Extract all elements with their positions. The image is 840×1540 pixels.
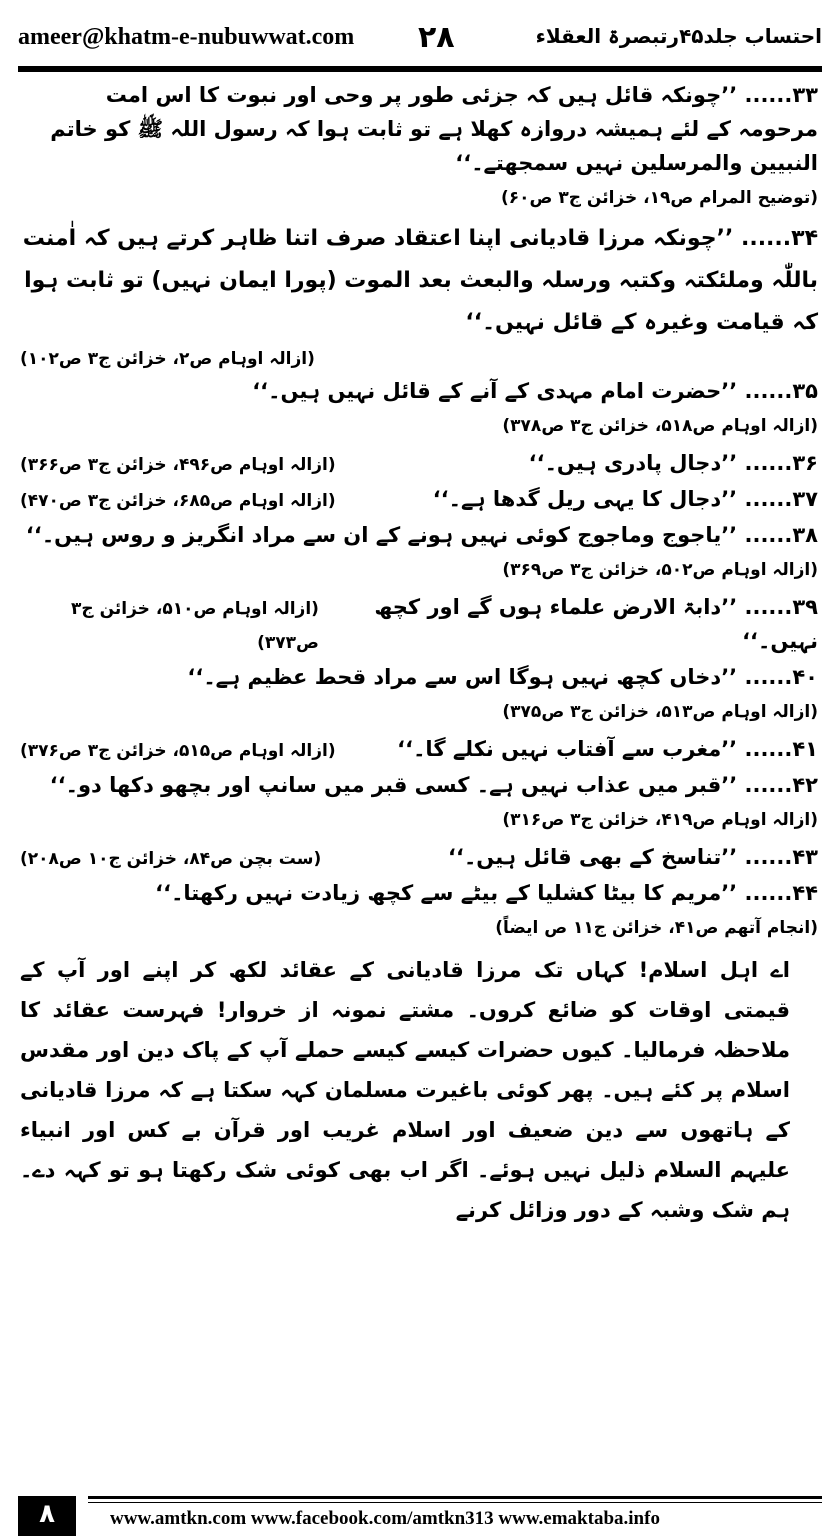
item-number: ۳۷...... (744, 487, 818, 511)
item-quote: ’’چونکہ قائل ہیں کہ جزئی طور پر وحی اور نبوت کا اس امت مرحومہ کے لئے ہمیشہ دروازہ کھلا ہے تو ثابت ہوا کہ رسول اللہ ﷺ کو خاتم النبیین والمرسلین نہیں سمجھتے۔‘‘ (50, 83, 818, 175)
list-item (20, 590, 818, 660)
item-quote: ’’مغرب سے آفتاب نہیں نکلے گا۔‘‘ (397, 737, 738, 761)
list-item (20, 768, 818, 836)
list-item (20, 218, 818, 374)
page-footer (18, 1496, 822, 1529)
list-item (20, 732, 818, 768)
item-quote: ’’یاجوج وماجوج کوئی نہیں ہونے کے ان سے مراد انگریز و روس ہیں۔‘‘ (25, 523, 738, 547)
list-item (20, 660, 818, 728)
item-reference: (ازالہ اوہام ص۴۹۶، خزائن ج۳ ص۳۶۶) (20, 455, 336, 475)
item-number: ۴۴...... (744, 881, 818, 905)
item-reference: (ازالہ اوہام ص۵۱۰، خزائن ج۳ ص۳۷۳) (71, 599, 319, 653)
item-number: ۳۹...... (744, 595, 818, 619)
item-number: ۳۵...... (744, 379, 818, 403)
item-number: ۳۸...... (744, 523, 818, 547)
header-book-title: احتساب جلد۴۵رتبصرۃ العقلاء (535, 24, 822, 48)
item-quote: ’’قبر میں عذاب نہیں ہے۔ کسی قبر میں سانپ اور بچھو دکھا دو۔‘‘ (49, 773, 738, 797)
item-reference: (ازالہ اوہام ص۵۱۳، خزائن ج۳ ص۳۷۵) (502, 702, 818, 722)
item-reference: (ازالہ اوہام ص۲، خزائن ج۳ ص۱۰۲) (20, 349, 315, 369)
item-number: ۴۱...... (744, 737, 818, 761)
item-quote: ’’تناسخ کے بھی قائل ہیں۔‘‘ (448, 845, 738, 869)
header-email: ameer@khatm-e-nubuwwat.com (18, 24, 355, 50)
footer-links: www.amtkn.com www.facebook.com/amtkn313 www.emaktaba.info (110, 1508, 660, 1529)
list-item (20, 876, 818, 944)
item-reference: (توضیح المرام ص۱۹، خزائن ج۳ ص۶۰) (501, 188, 818, 208)
item-reference: (ازالہ اوہام ص۴۱۹، خزائن ج۳ ص۳۱۶) (502, 810, 818, 830)
item-number: ۳۴...... (740, 226, 818, 251)
item-number: ۳۶...... (744, 451, 818, 475)
item-number: ۴۰...... (744, 665, 818, 689)
item-number: ۴۳...... (744, 845, 818, 869)
item-number: ۴۲...... (744, 773, 818, 797)
item-reference: (ازالہ اوہام ص۵۱۸، خزائن ج۳ ص۳۷۸) (502, 416, 818, 436)
item-reference: (ست بچن ص۸۴، خزائن ج۱۰ ص۲۰۸) (20, 849, 322, 869)
item-reference: (ازالہ اوہام ص۵۰۲، خزائن ج۳ ص۳۶۹) (502, 560, 818, 580)
list-item (20, 374, 818, 442)
list-item (20, 78, 818, 214)
list-item (20, 840, 818, 876)
footer-rule (88, 1496, 822, 1499)
header-page-number: ۲۸ (418, 20, 455, 55)
item-quote: ’’دجال پادری ہیں۔‘‘ (528, 451, 738, 475)
page-body (20, 78, 818, 1251)
item-quote: ’’دجال کا یہی ریل گدھا ہے۔‘‘ (432, 487, 738, 511)
item-quote: ’’دابۃ الارض علماء ہوں گے اور کچھ نہیں۔‘‘ (374, 595, 818, 653)
item-quote: ’’چونکہ مرزا قادیانی اپنا اعتقاد صرف اتنا ظاہر کرتے ہیں کہ اٰمنت باللّٰہ وملئکتہ وکتبہ ورسلہ والبعث بعد الموت (پورا ایمان نہیں) تو ثابت ہوا کہ قیامت وغیرہ کے قائل نہیں۔‘‘ (22, 226, 818, 335)
list-item (20, 446, 818, 482)
item-reference: (ازالہ اوہام ص۵۱۵، خزائن ج۳ ص۳۷۶) (20, 741, 336, 761)
footer-page-badge: ۸ (18, 1496, 76, 1536)
item-reference: (انجام آتھم ص۴۱، خزائن ج۱۱ ص ایضاً) (495, 918, 818, 938)
list-item (20, 482, 818, 518)
item-quote: ’’مریم کا بیٹا کشلیا کے بیٹے سے کچھ زیادت نہیں رکھتا۔‘‘ (155, 881, 738, 905)
item-number: ۳۳...... (744, 83, 818, 107)
page-header (18, 18, 822, 58)
header-rule (18, 66, 822, 72)
closing-paragraph: اے اہل اسلام! کہاں تک مرزا قادیانی کے عقائد لکھ کر اپنے اور آپ کے قیمتی اوقات کو ضائع کروں۔ مشتے نمونہ از خروار! فہرست عقائد کا ملاحظہ فرمالیا۔ کیوں حضرات کیسے کیسے حملے آپ کے پاک دین اور مقدس اسلام پر کئے ہیں۔ پھر کوئی باغیرت مسلمان کہہ سکتا ہے کہ مرزا قادیانی کے ہاتھوں سے دین ضعیف اور اسلام غریب اور قرآن بے کس اور انبیاء علیہم السلام ذلیل نہیں ہوئے۔ اگر اب بھی کوئی شک رکھتا ہو تو کہہ دے۔ ہم شک وشبہ کے دور وزائل کرنے (20, 958, 790, 1222)
item-quote: ’’حضرت امام مہدی کے آنے کے قائل نہیں ہیں۔‘‘ (252, 379, 738, 403)
item-quote: ’’دخاں کچھ نہیں ہوگا اس سے مراد قحط عظیم ہے۔‘‘ (187, 665, 738, 689)
item-reference: (ازالہ اوہام ص۶۸۵، خزائن ج۳ ص۴۷۰) (20, 491, 336, 511)
list-item (20, 518, 818, 586)
footer-rule-thin (88, 1502, 822, 1503)
